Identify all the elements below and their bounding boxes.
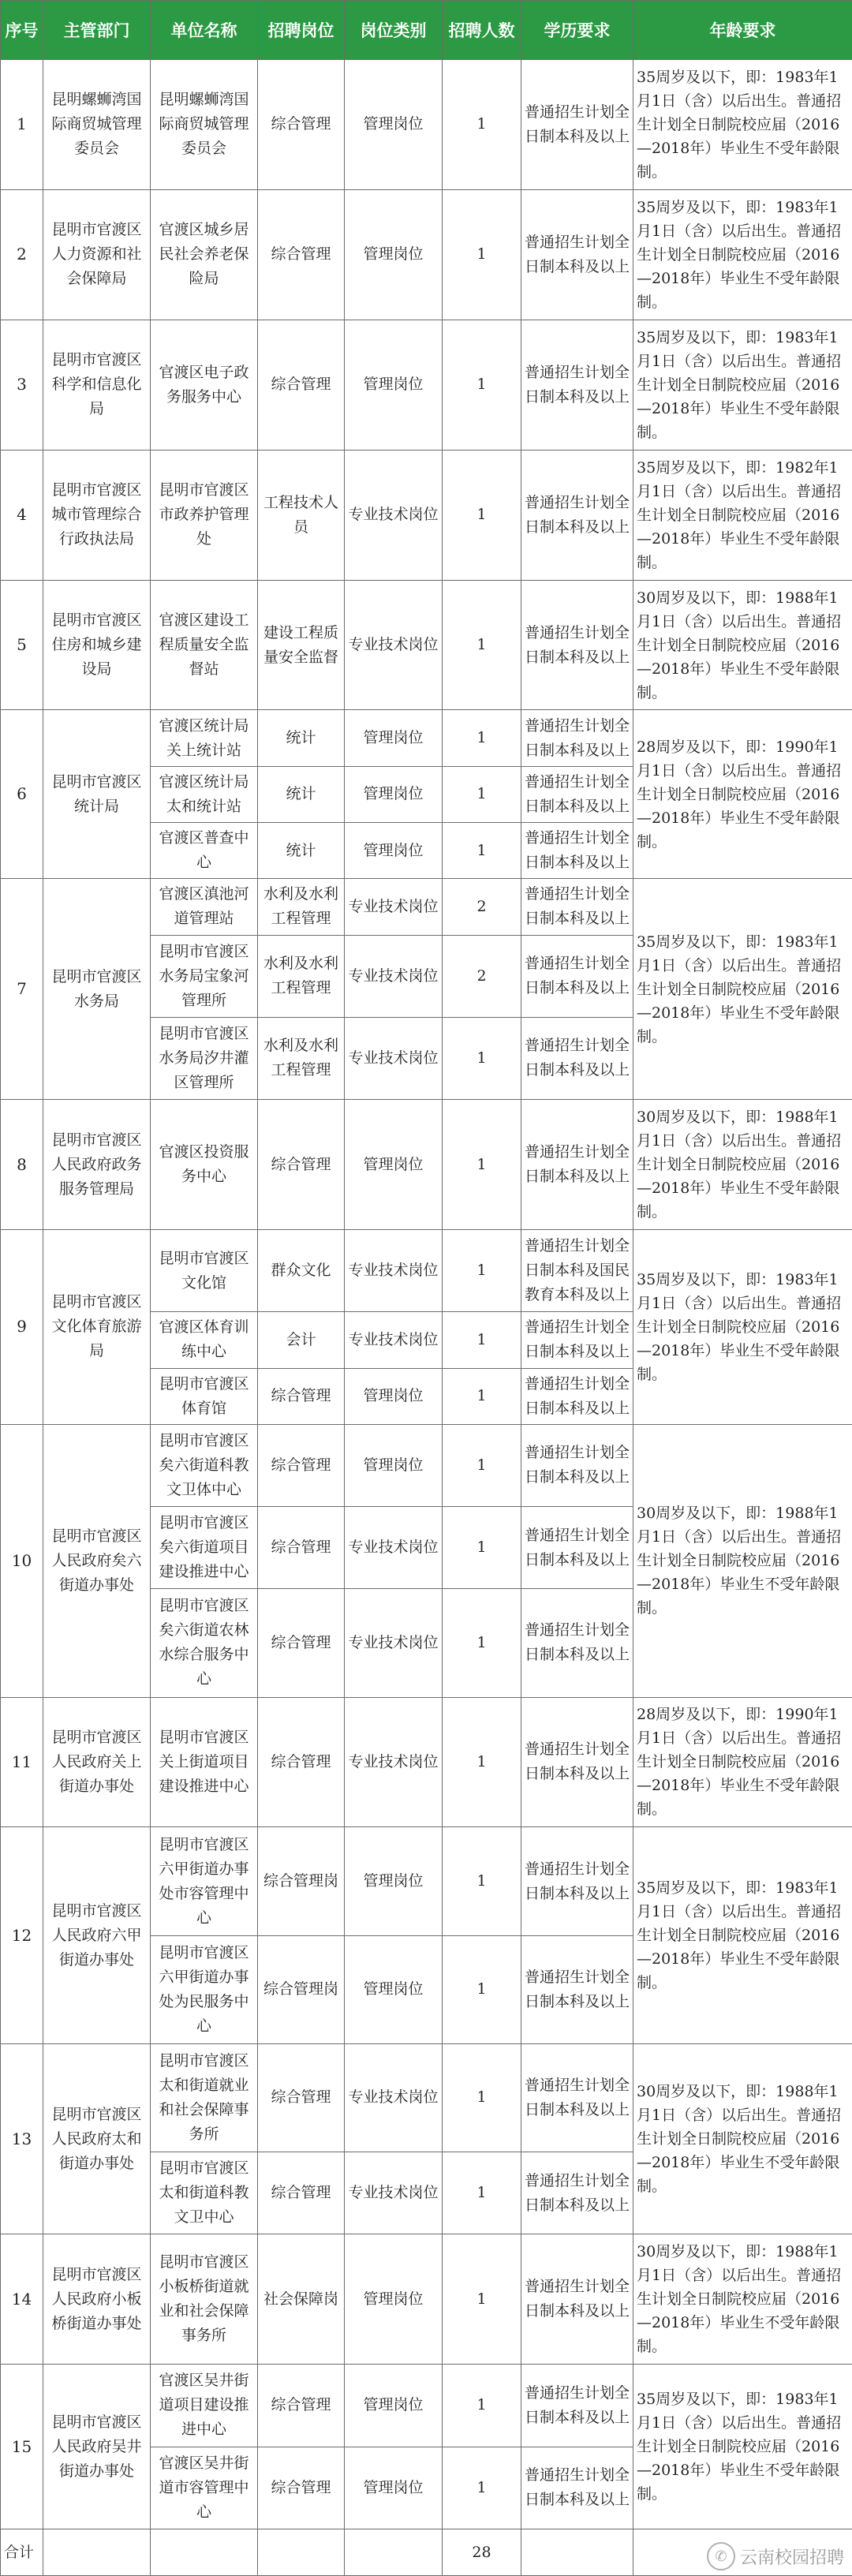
category-cell: 专业技术岗位 [345, 1507, 443, 1589]
seq-cell: 1 [1, 60, 43, 190]
table-row [1, 710, 852, 766]
table-row [1, 879, 852, 935]
category-cell: 专业技术岗位 [345, 935, 443, 1017]
watermark-text: 云南校园招聘 [739, 2548, 844, 2568]
age-cell: 28周岁及以下，即：1990年1月1日（含）以后出生。普通招生计划全日制院校应届（2016—2018年）毕业生不受年龄限制。 [633, 710, 852, 879]
category-cell: 管理岗位 [345, 189, 443, 320]
unit-cell: 昆明市官渡区太和街道就业和社会保障事务所 [151, 2043, 258, 2152]
post-cell: 综合管理 [258, 1424, 345, 1506]
count-cell: 1 [443, 580, 521, 710]
category-cell: 专业技术岗位 [345, 1589, 443, 1697]
seq-cell: 5 [1, 580, 43, 710]
dept-cell: 昆明市官渡区人力资源和社会保障局 [43, 189, 151, 320]
category-cell: 管理岗位 [345, 710, 443, 766]
post-cell: 综合管理岗 [258, 1935, 345, 2043]
age-cell: 30周岁及以下，即：1988年1月1日（含）以后出生。普通招生计划全日制院校应届（2016—2018年）毕业生不受年龄限制。 [633, 1424, 852, 1697]
education-cell: 普通招生计划全日制本科及以上 [521, 2043, 633, 2152]
age-cell: 28周岁及以下，即：1990年1月1日（含）以后出生。普通招生计划全日制院校应届（2016—2018年）毕业生不受年龄限制。 [633, 1697, 852, 1827]
table-row [1, 1229, 852, 1311]
education-cell: 普通招生计划全日制本科及以上 [521, 1589, 633, 1697]
count-cell: 1 [443, 1935, 521, 2043]
age-cell: 35周岁及以下，即：1983年1月1日（含）以后出生。普通招生计划全日制院校应届（2016—2018年）毕业生不受年龄限制。 [633, 879, 852, 1100]
age-cell: 35周岁及以下，即：1983年1月1日（含）以后出生。普通招生计划全日制院校应届（2016—2018年）毕业生不受年龄限制。 [633, 60, 852, 190]
post-cell: 综合管理 [258, 60, 345, 190]
category-cell: 管理岗位 [345, 2365, 443, 2447]
header-dept: 主管部门 [43, 1, 151, 60]
count-cell: 1 [443, 1424, 521, 1506]
age-cell: 35周岁及以下，即：1983年1月1日（含）以后出生。普通招生计划全日制院校应届（2016—2018年）毕业生不受年龄限制。 [633, 189, 852, 320]
unit-cell: 官渡区投资服务中心 [151, 1100, 258, 1230]
count-cell: 1 [443, 189, 521, 320]
education-cell: 普通招生计划全日制本科及以上 [521, 1312, 633, 1368]
dept-cell: 昆明市官渡区人民政府政务服务管理局 [43, 1100, 151, 1230]
unit-cell: 昆明市官渡区六甲街道办事处市容管理中心 [151, 1827, 258, 1935]
post-cell: 综合管理 [258, 2043, 345, 2152]
post-cell: 工程技术人员 [258, 450, 345, 580]
post-cell: 建设工程质量安全监督 [258, 580, 345, 710]
education-cell: 普通招生计划全日制本科及以上 [521, 2365, 633, 2447]
count-cell: 1 [443, 2234, 521, 2365]
table-row [1, 2043, 852, 2152]
count-cell: 2 [443, 935, 521, 1017]
education-cell: 普通招生计划全日制本科及以上 [521, 580, 633, 710]
watermark [707, 2541, 844, 2571]
count-cell: 1 [443, 60, 521, 190]
total-count: 28 [443, 2529, 521, 2576]
education-cell: 普通招生计划全日制本科及以上 [521, 710, 633, 766]
post-cell: 综合管理 [258, 2447, 345, 2529]
post-cell: 统计 [258, 823, 345, 879]
post-cell: 综合管理 [258, 189, 345, 320]
count-cell: 1 [443, 2043, 521, 2152]
count-cell: 1 [443, 1589, 521, 1697]
unit-cell: 官渡区体育训练中心 [151, 1312, 258, 1368]
table-row [1, 2234, 852, 2365]
total-empty-cell [521, 2529, 633, 2576]
age-cell: 30周岁及以下，即：1988年1月1日（含）以后出生。普通招生计划全日制院校应届（2016—2018年）毕业生不受年龄限制。 [633, 1100, 852, 1230]
unit-cell: 官渡区统计局关上统计站 [151, 710, 258, 766]
category-cell: 专业技术岗位 [345, 1312, 443, 1368]
category-cell: 专业技术岗位 [345, 1229, 443, 1311]
wechat-logo-icon: ✆ [707, 2542, 735, 2570]
header-seq: 序号 [1, 1, 43, 60]
unit-cell: 官渡区电子政务服务中心 [151, 320, 258, 450]
header-row [1, 1, 852, 60]
total-empty-cell [151, 2529, 258, 2576]
unit-cell: 昆明市官渡区矣六街道科教文卫体中心 [151, 1424, 258, 1506]
table-row [1, 2365, 852, 2447]
education-cell: 普通招生计划全日制本科及国民教育本科及以上 [521, 1229, 633, 1311]
education-cell: 普通招生计划全日制本科及以上 [521, 60, 633, 190]
dept-cell: 昆明市官渡区人民政府吴井街道办事处 [43, 2365, 151, 2529]
seq-cell: 10 [1, 1424, 43, 1697]
education-cell: 普通招生计划全日制本科及以上 [521, 935, 633, 1017]
unit-cell: 官渡区吴井街道市容管理中心 [151, 2447, 258, 2529]
category-cell: 专业技术岗位 [345, 580, 443, 710]
post-cell: 综合管理 [258, 1697, 345, 1827]
post-cell: 综合管理 [258, 2152, 345, 2234]
dept-cell: 昆明市官渡区城市管理综合行政执法局 [43, 450, 151, 580]
post-cell: 群众文化 [258, 1229, 345, 1311]
unit-cell: 昆明螺蛳湾国际商贸城管理委员会 [151, 60, 258, 190]
category-cell: 管理岗位 [345, 2447, 443, 2529]
count-cell: 1 [443, 320, 521, 450]
post-cell: 社会保障岗 [258, 2234, 345, 2365]
age-cell: 30周岁及以下，即：1988年1月1日（含）以后出生。普通招生计划全日制院校应届（2016—2018年）毕业生不受年龄限制。 [633, 2043, 852, 2234]
unit-cell: 官渡区城乡居民社会养老保险局 [151, 189, 258, 320]
seq-cell: 2 [1, 189, 43, 320]
seq-cell: 6 [1, 710, 43, 879]
unit-cell: 昆明市官渡区水务局汐井灌区管理所 [151, 1017, 258, 1099]
unit-cell: 官渡区滇池河道管理站 [151, 879, 258, 935]
dept-cell: 昆明市官渡区住房和城乡建设局 [43, 580, 151, 710]
post-cell: 综合管理 [258, 2365, 345, 2447]
education-cell: 普通招生计划全日制本科及以上 [521, 823, 633, 879]
category-cell: 管理岗位 [345, 766, 443, 822]
post-cell: 综合管理 [258, 1100, 345, 1230]
count-cell: 1 [443, 1697, 521, 1827]
education-cell: 普通招生计划全日制本科及以上 [521, 1017, 633, 1099]
education-cell: 普通招生计划全日制本科及以上 [521, 189, 633, 320]
header-category: 岗位类别 [345, 1, 443, 60]
dept-cell: 昆明螺蛳湾国际商贸城管理委员会 [43, 60, 151, 190]
unit-cell: 官渡区建设工程质量安全监督站 [151, 580, 258, 710]
education-cell: 普通招生计划全日制本科及以上 [521, 2447, 633, 2529]
table-row [1, 1100, 852, 1230]
total-label: 合计 [1, 2529, 43, 2576]
category-cell: 管理岗位 [345, 1827, 443, 1935]
post-cell: 综合管理 [258, 320, 345, 450]
count-cell: 1 [443, 2365, 521, 2447]
count-cell: 1 [443, 2447, 521, 2529]
education-cell: 普通招生计划全日制本科及以上 [521, 450, 633, 580]
category-cell: 专业技术岗位 [345, 450, 443, 580]
category-cell: 专业技术岗位 [345, 1017, 443, 1099]
category-cell: 管理岗位 [345, 60, 443, 190]
post-cell: 统计 [258, 766, 345, 822]
seq-cell: 7 [1, 879, 43, 1100]
category-cell: 专业技术岗位 [345, 879, 443, 935]
dept-cell: 昆明市官渡区人民政府小板桥街道办事处 [43, 2234, 151, 2365]
category-cell: 专业技术岗位 [345, 2043, 443, 2152]
category-cell: 专业技术岗位 [345, 1697, 443, 1827]
total-empty-cell [43, 2529, 151, 2576]
category-cell: 管理岗位 [345, 1100, 443, 1230]
dept-cell: 昆明市官渡区统计局 [43, 710, 151, 879]
category-cell: 专业技术岗位 [345, 2152, 443, 2234]
unit-cell: 昆明市官渡区文化馆 [151, 1229, 258, 1311]
education-cell: 普通招生计划全日制本科及以上 [521, 2152, 633, 2234]
age-cell: 35周岁及以下，即：1983年1月1日（含）以后出生。普通招生计划全日制院校应届（2016—2018年）毕业生不受年龄限制。 [633, 2365, 852, 2529]
unit-cell: 昆明市官渡区水务局宝象河管理所 [151, 935, 258, 1017]
unit-cell: 官渡区普查中心 [151, 823, 258, 879]
unit-cell: 昆明市官渡区关上街道项目建设推进中心 [151, 1697, 258, 1827]
count-cell: 1 [443, 766, 521, 822]
education-cell: 普通招生计划全日制本科及以上 [521, 1100, 633, 1230]
category-cell: 管理岗位 [345, 320, 443, 450]
age-cell: 30周岁及以下，即：1988年1月1日（含）以后出生。普通招生计划全日制院校应届（2016—2018年）毕业生不受年龄限制。 [633, 580, 852, 710]
count-cell: 1 [443, 1229, 521, 1311]
age-cell: 30周岁及以下，即：1988年1月1日（含）以后出生。普通招生计划全日制院校应届（2016—2018年）毕业生不受年龄限制。 [633, 2234, 852, 2365]
header-unit: 单位名称 [151, 1, 258, 60]
seq-cell: 9 [1, 1229, 43, 1424]
count-cell: 1 [443, 2152, 521, 2234]
category-cell: 管理岗位 [345, 1368, 443, 1424]
unit-cell: 昆明市官渡区太和街道科教文卫中心 [151, 2152, 258, 2234]
unit-cell: 昆明市官渡区小板桥街道就业和社会保障事务所 [151, 2234, 258, 2365]
post-cell: 水利及水利工程管理 [258, 1017, 345, 1099]
table-row [1, 450, 852, 580]
header-post: 招聘岗位 [258, 1, 345, 60]
count-cell: 1 [443, 450, 521, 580]
header-count: 招聘人数 [443, 1, 521, 60]
table-row [1, 320, 852, 450]
header-age: 年龄要求 [633, 1, 852, 60]
post-cell: 综合管理 [258, 1589, 345, 1697]
seq-cell: 8 [1, 1100, 43, 1230]
post-cell: 会计 [258, 1312, 345, 1368]
age-cell: 35周岁及以下，即：1983年1月1日（含）以后出生。普通招生计划全日制院校应届（2016—2018年）毕业生不受年龄限制。 [633, 1229, 852, 1424]
dept-cell: 昆明市官渡区文化体育旅游局 [43, 1229, 151, 1424]
education-cell: 普通招生计划全日制本科及以上 [521, 320, 633, 450]
header-education: 学历要求 [521, 1, 633, 60]
unit-cell: 昆明市官渡区市政养护管理处 [151, 450, 258, 580]
education-cell: 普通招生计划全日制本科及以上 [521, 1424, 633, 1506]
table-row [1, 580, 852, 710]
table-row [1, 189, 852, 320]
category-cell: 管理岗位 [345, 1935, 443, 2043]
education-cell: 普通招生计划全日制本科及以上 [521, 2234, 633, 2365]
unit-cell: 昆明市官渡区矣六街道农林水综合服务中心 [151, 1589, 258, 1697]
unit-cell: 昆明市官渡区体育馆 [151, 1368, 258, 1424]
table-row [1, 1827, 852, 1935]
total-empty-cell [258, 2529, 345, 2576]
dept-cell: 昆明市官渡区人民政府关上街道办事处 [43, 1697, 151, 1827]
post-cell: 综合管理 [258, 1368, 345, 1424]
education-cell: 普通招生计划全日制本科及以上 [521, 1697, 633, 1827]
education-cell: 普通招生计划全日制本科及以上 [521, 1935, 633, 2043]
age-cell: 35周岁及以下，即：1982年1月1日（含）以后出生。普通招生计划全日制院校应届（2016—2018年）毕业生不受年龄限制。 [633, 450, 852, 580]
seq-cell: 14 [1, 2234, 43, 2365]
seq-cell: 12 [1, 1827, 43, 2043]
age-cell: 35周岁及以下，即：1983年1月1日（含）以后出生。普通招生计划全日制院校应届（2016—2018年）毕业生不受年龄限制。 [633, 320, 852, 450]
age-cell: 35周岁及以下，即：1983年1月1日（含）以后出生。普通招生计划全日制院校应届（2016—2018年）毕业生不受年龄限制。 [633, 1827, 852, 2043]
table-body [1, 60, 852, 2529]
table-row [1, 1697, 852, 1827]
dept-cell: 昆明市官渡区人民政府矣六街道办事处 [43, 1424, 151, 1697]
unit-cell: 官渡区统计局太和统计站 [151, 766, 258, 822]
count-cell: 1 [443, 1017, 521, 1099]
table-row [1, 60, 852, 190]
post-cell: 水利及水利工程管理 [258, 879, 345, 935]
education-cell: 普通招生计划全日制本科及以上 [521, 1368, 633, 1424]
count-cell: 1 [443, 1368, 521, 1424]
unit-cell: 昆明市官渡区六甲街道办事处为民服务中心 [151, 1935, 258, 2043]
count-cell: 1 [443, 1100, 521, 1230]
post-cell: 综合管理 [258, 1507, 345, 1589]
education-cell: 普通招生计划全日制本科及以上 [521, 766, 633, 822]
seq-cell: 13 [1, 2043, 43, 2234]
category-cell: 管理岗位 [345, 1424, 443, 1506]
count-cell: 1 [443, 1312, 521, 1368]
seq-cell: 15 [1, 2365, 43, 2529]
dept-cell: 昆明市官渡区人民政府太和街道办事处 [43, 2043, 151, 2234]
education-cell: 普通招生计划全日制本科及以上 [521, 879, 633, 935]
unit-cell: 官渡区吴井街道项目建设推进中心 [151, 2365, 258, 2447]
education-cell: 普通招生计划全日制本科及以上 [521, 1507, 633, 1589]
count-cell: 1 [443, 823, 521, 879]
category-cell: 管理岗位 [345, 2234, 443, 2365]
count-cell: 2 [443, 879, 521, 935]
seq-cell: 3 [1, 320, 43, 450]
category-cell: 管理岗位 [345, 823, 443, 879]
seq-cell: 11 [1, 1697, 43, 1827]
post-cell: 水利及水利工程管理 [258, 935, 345, 1017]
table-row [1, 1424, 852, 1506]
education-cell: 普通招生计划全日制本科及以上 [521, 1827, 633, 1935]
dept-cell: 昆明市官渡区人民政府六甲街道办事处 [43, 1827, 151, 2043]
count-cell: 1 [443, 710, 521, 766]
dept-cell: 昆明市官渡区科学和信息化局 [43, 320, 151, 450]
dept-cell: 昆明市官渡区水务局 [43, 879, 151, 1100]
count-cell: 1 [443, 1827, 521, 1935]
count-cell: 1 [443, 1507, 521, 1589]
unit-cell: 昆明市官渡区矣六街道项目建设推进中心 [151, 1507, 258, 1589]
seq-cell: 4 [1, 450, 43, 580]
total-empty-cell [345, 2529, 443, 2576]
post-cell: 综合管理岗 [258, 1827, 345, 1935]
post-cell: 统计 [258, 710, 345, 766]
